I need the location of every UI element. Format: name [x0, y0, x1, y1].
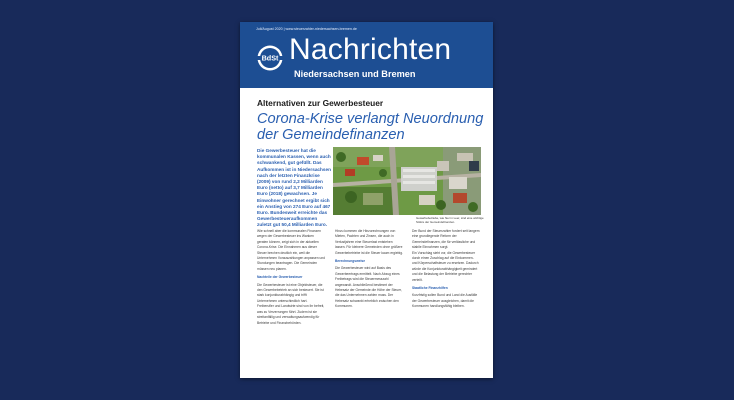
newsletter-title: Nachrichten: [289, 33, 452, 66]
article-column-1: [257, 229, 325, 326]
paragraph: Hinzu kommen die Hinzurechnungen von Mieten, Pachten und Zinsen, die auch in Verlustjahren eine Steuerlast entstehen lassen. Für kleinere Gemeinden ohne größere Gewerbebetriebe ist die Steuer kaum ergiebig.: [335, 229, 403, 255]
photo-caption: Gewerbebetriebe, wie hier in Leer, sind eine wichtige Stütze der Gemeindefinanzen.: [416, 216, 484, 224]
newsletter-subtitle: Niedersachsen und Bremen: [294, 69, 416, 79]
aerial-photo-image: [333, 147, 481, 215]
article-column-3: [412, 229, 480, 310]
logo-text: BdSt: [261, 53, 279, 63]
bdst-logo-icon: [257, 45, 283, 71]
masthead: [240, 22, 493, 88]
article-column-2: [335, 229, 403, 310]
article-kicker: Alternativen zur Gewerbesteuer: [257, 98, 384, 108]
paragraph: Die Gewerbesteuer ist eine Objektsteuer, die den Gewerbebetrieb an sich besteuert. Sie ist stark konjunkturabhängig und trifft Unternehmen unterschiedlich hart. Freiberufler und Landwirte sind von ihr befreit, was zu Verzerrungen führt. Zudem ist sie streitanfällig und verwaltungsaufwendig für Betriebe und Finanzbehörden.: [257, 282, 325, 325]
aerial-photo: [333, 147, 481, 215]
paragraph: Ein Vorschlag sieht vor, die Gewerbesteuer durch einen Zuschlag auf die Einkommen- und Körperschaftsteuer zu ersetzen. Dadurch würde die Konjunkturabhängigkeit gemindert und die Belastung der Betriebe gerechter verteilt.: [412, 250, 479, 282]
section-heading: Nachteile der Gewerbesteuer: [257, 275, 303, 280]
article-headline: Corona-Krise verlangt Neuordnung der Gemeindefinanzen: [257, 111, 484, 143]
issue-line: Juli/August 2020 | www.steuerzahler-niedersachsen-bremen.de: [256, 27, 357, 31]
section-heading: Berechnungsweise: [335, 259, 366, 264]
section-heading: Staatliche Finanzhilfen: [412, 286, 448, 291]
paragraph: Der Bund der Steuerzahler fordert seit langem eine grundlegende Reform der Gemeindefinanzen, die für verlässliche und stabile Einnahmen sorgt.: [412, 229, 480, 250]
article-lead: Die Gewerbesteuer hat die kommunalen Kassen, wenn auch schwankend, gut gefüllt. Das Aufkommen ist in Niedersachsen nach der letzten Finanzkrise (2009) von rund 2,2 Milliarden Euro (netto) auf 3,7 Milliarden Euro (2018) gewachsen. Je Einwohner gerechnet ergibt sich ein Anstieg von 274 Euro auf 467 Euro. Bundesweit erreichte das Gewerbesteueraufkommen zuletzt gut 50,4 Milliarden Euro.: [257, 148, 331, 228]
magazine-page: [240, 22, 493, 378]
paragraph: Kurzfristig sollen Bund und Land die Ausfälle der Gewerbesteuer ausgleichen, damit die Kommunen handlungsfähig bleiben.: [412, 293, 478, 309]
paragraph: Wie schnell aber die kommunalen Finanzen wegen der Gewerbesteuer ins Wanken geraten können, zeigt sich in der aktuellen Corona-Krise. Die Einnahmen aus dieser Steuer brechen deutlich ein, weil die Unternehmen Vorauszahlungen anpassen und Stundungen beantragen. Die Gemeinden müssen neu planen.: [257, 229, 326, 271]
paragraph: Die Gewerbesteuer wird auf Basis des Gewerbeertrags ermittelt. Nach Abzug eines Freibetrags wird die Steuermesszahl angewandt. Anschließend bestimmt der Hebesatz der Gemeinde die Höhe der Steuer, die das Unternehmen zahlen muss. Der Hebesatz schwankt erheblich zwischen den Kommunen.: [335, 266, 402, 309]
